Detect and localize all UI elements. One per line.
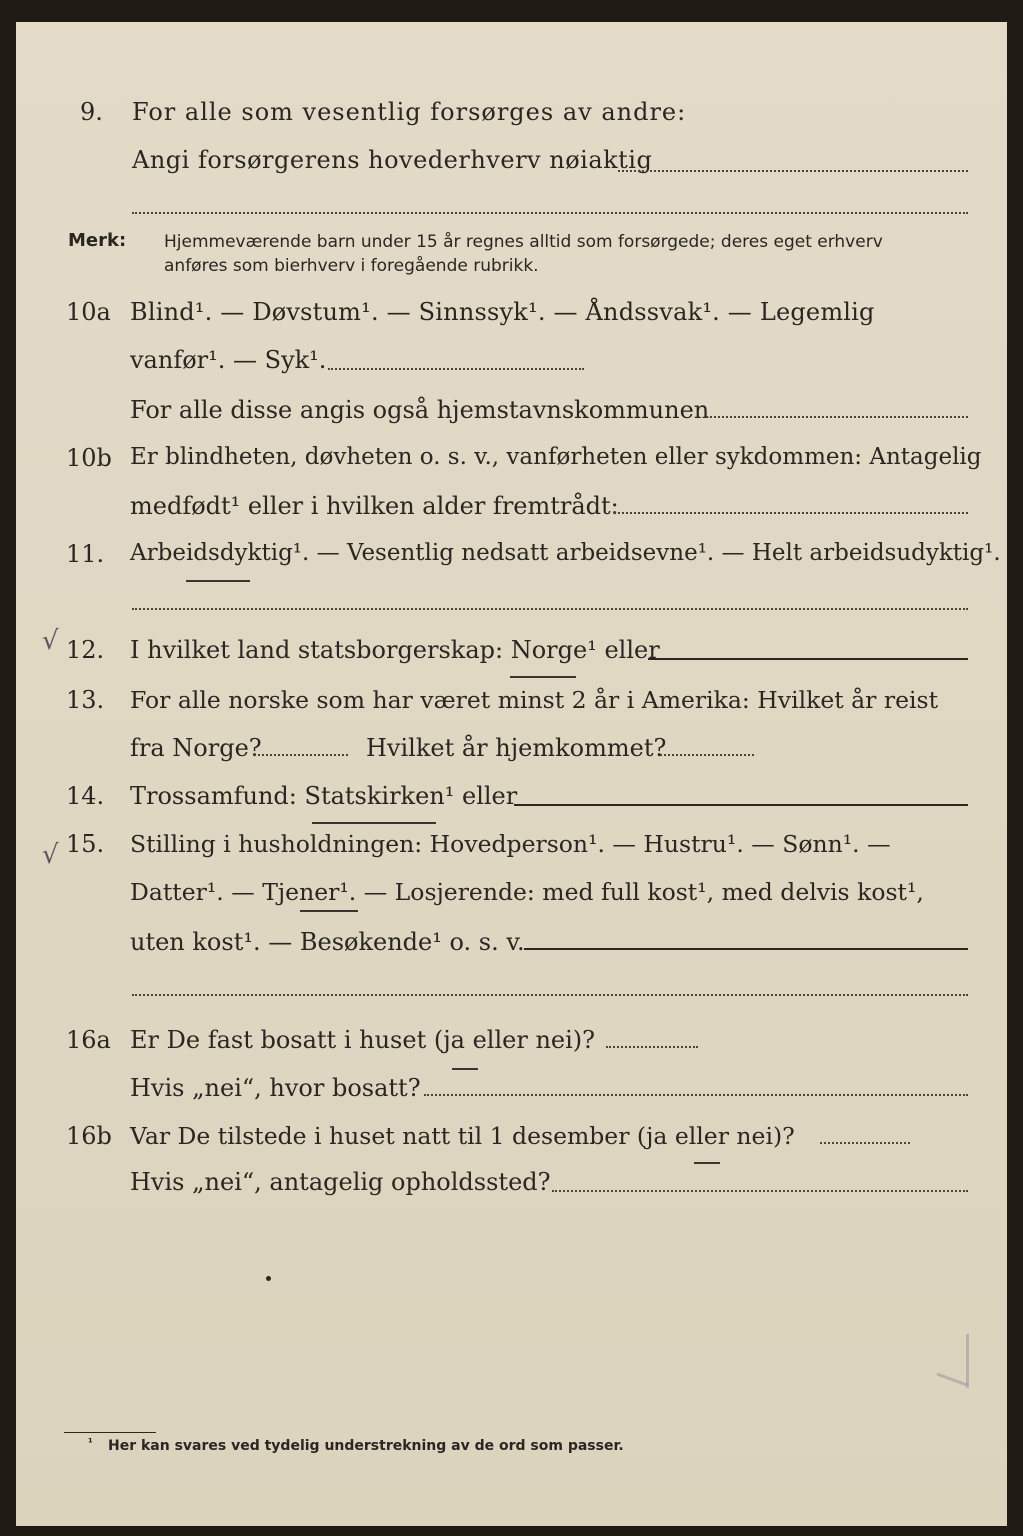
q10b-number: 10b xyxy=(66,444,112,472)
q11-answer-line[interactable] xyxy=(132,608,968,610)
q9-answer-line[interactable] xyxy=(618,170,968,172)
q11-underline-mark xyxy=(186,580,250,582)
q10b-line1: Er blindheten, døvheten o. s. v., vanførheten eller sykdommen: Antagelig xyxy=(130,444,982,470)
q14-answer-line[interactable] xyxy=(514,804,968,806)
q15-number: 15. xyxy=(66,830,105,858)
q10a-line3: For alle disse angis også hjemstavnskommunen xyxy=(130,396,710,424)
footnote-rule xyxy=(64,1432,156,1433)
footnote-text: Her kan svares ved tydelig understrekning av de ord som passer. xyxy=(108,1438,624,1454)
q16b-whereabouts-line[interactable] xyxy=(552,1190,968,1192)
q9-number: 9. xyxy=(80,98,103,126)
q16a-number: 16a xyxy=(66,1026,111,1054)
q12-answer-line[interactable] xyxy=(648,658,968,660)
q9-line1: For alle som vesentlig forsørges av andre: xyxy=(132,98,687,126)
q13-line2a: fra Norge? xyxy=(130,734,262,762)
q12-underline-mark xyxy=(510,676,576,678)
q10a-answer-line[interactable] xyxy=(328,368,584,370)
q9-line2: Angi forsørgerens hovederhverv nøiaktig xyxy=(132,146,653,174)
q16b-line1: Var De tilstede i huset natt til 1 desember (ja eller nei)? xyxy=(130,1122,795,1150)
q16a-residence-line[interactable] xyxy=(424,1094,968,1096)
q15-line2: Datter¹. — Tjener¹. — Losjerende: med full kost¹, med delvis kost¹, xyxy=(130,878,924,906)
q16a-line2: Hvis „nei“, hvor bosatt? xyxy=(130,1074,421,1102)
q16a-line1: Er De fast bosatt i huset (ja eller nei)? xyxy=(130,1026,596,1054)
q13-return-year-line[interactable] xyxy=(660,754,754,756)
q15-answer-line[interactable] xyxy=(524,948,968,950)
q13-line1: For alle norske som har været minst 2 år i Amerika: Hvilket år reist xyxy=(130,686,939,714)
q16b-number: 16b xyxy=(66,1122,112,1150)
q16b-line2: Hvis „nei“, antagelig opholdssted? xyxy=(130,1168,551,1196)
q12-number: 12. xyxy=(66,636,105,664)
q10a-line2: vanfør¹. — Syk¹. xyxy=(130,346,327,374)
q11-line1: Arbeidsdyktig¹. — Vesentlig nedsatt arbeidsevne¹. — Helt arbeidsudyktig¹. xyxy=(130,540,1001,566)
q10a-number: 10a xyxy=(66,298,111,326)
merk-line2: anføres som bierhverv i foregående rubrikk. xyxy=(164,256,539,276)
q15-answer-line-2[interactable] xyxy=(132,994,968,996)
q13-departure-year-line[interactable] xyxy=(254,754,348,756)
q15-line1: Stilling i husholdningen: Hovedperson¹. — Hustru¹. — Sønn¹. — xyxy=(130,830,891,858)
q16a-pencil-mark xyxy=(452,1068,478,1070)
q10a-hometown-line[interactable] xyxy=(706,416,968,418)
q15-line3: uten kost¹. — Besøkende¹ o. s. v. xyxy=(130,928,525,956)
q9-answer-line-2[interactable] xyxy=(132,212,968,214)
q16a-answer-line[interactable] xyxy=(606,1046,698,1048)
q10a-line1: Blind¹. — Døvstum¹. — Sinnssyk¹. — Åndssvak¹. — Legemlig xyxy=(130,298,875,326)
q15-underline-mark xyxy=(300,910,358,912)
q10b-line2: medfødt¹ eller i hvilken alder fremtrådt: xyxy=(130,492,619,520)
ink-dot xyxy=(266,1276,271,1281)
q12-check-mark: √ xyxy=(42,626,59,656)
q16b-pencil-mark xyxy=(694,1162,720,1164)
q13-number: 13. xyxy=(66,686,105,714)
q14-line1: Trossamfund: Statskirken¹ eller xyxy=(130,782,518,810)
merk-line1: Hjemmeværende barn under 15 år regnes alltid som forsørgede; deres eget erhverv xyxy=(164,232,883,252)
q11-number: 11. xyxy=(66,540,105,568)
q10b-answer-line[interactable] xyxy=(614,512,968,514)
q15-check-mark: √ xyxy=(42,840,59,870)
merk-label: Merk: xyxy=(68,230,127,251)
q13-line2b: Hvilket år hjemkommet? xyxy=(366,734,667,762)
q16b-answer-line[interactable] xyxy=(820,1142,910,1144)
pencil-scribble xyxy=(966,1334,969,1388)
footnote-mark: ¹ xyxy=(88,1436,93,1449)
q14-number: 14. xyxy=(66,782,105,810)
q12-line1: I hvilket land statsborgerskap: Norge¹ eller xyxy=(130,636,660,664)
q14-underline-mark xyxy=(312,822,436,824)
